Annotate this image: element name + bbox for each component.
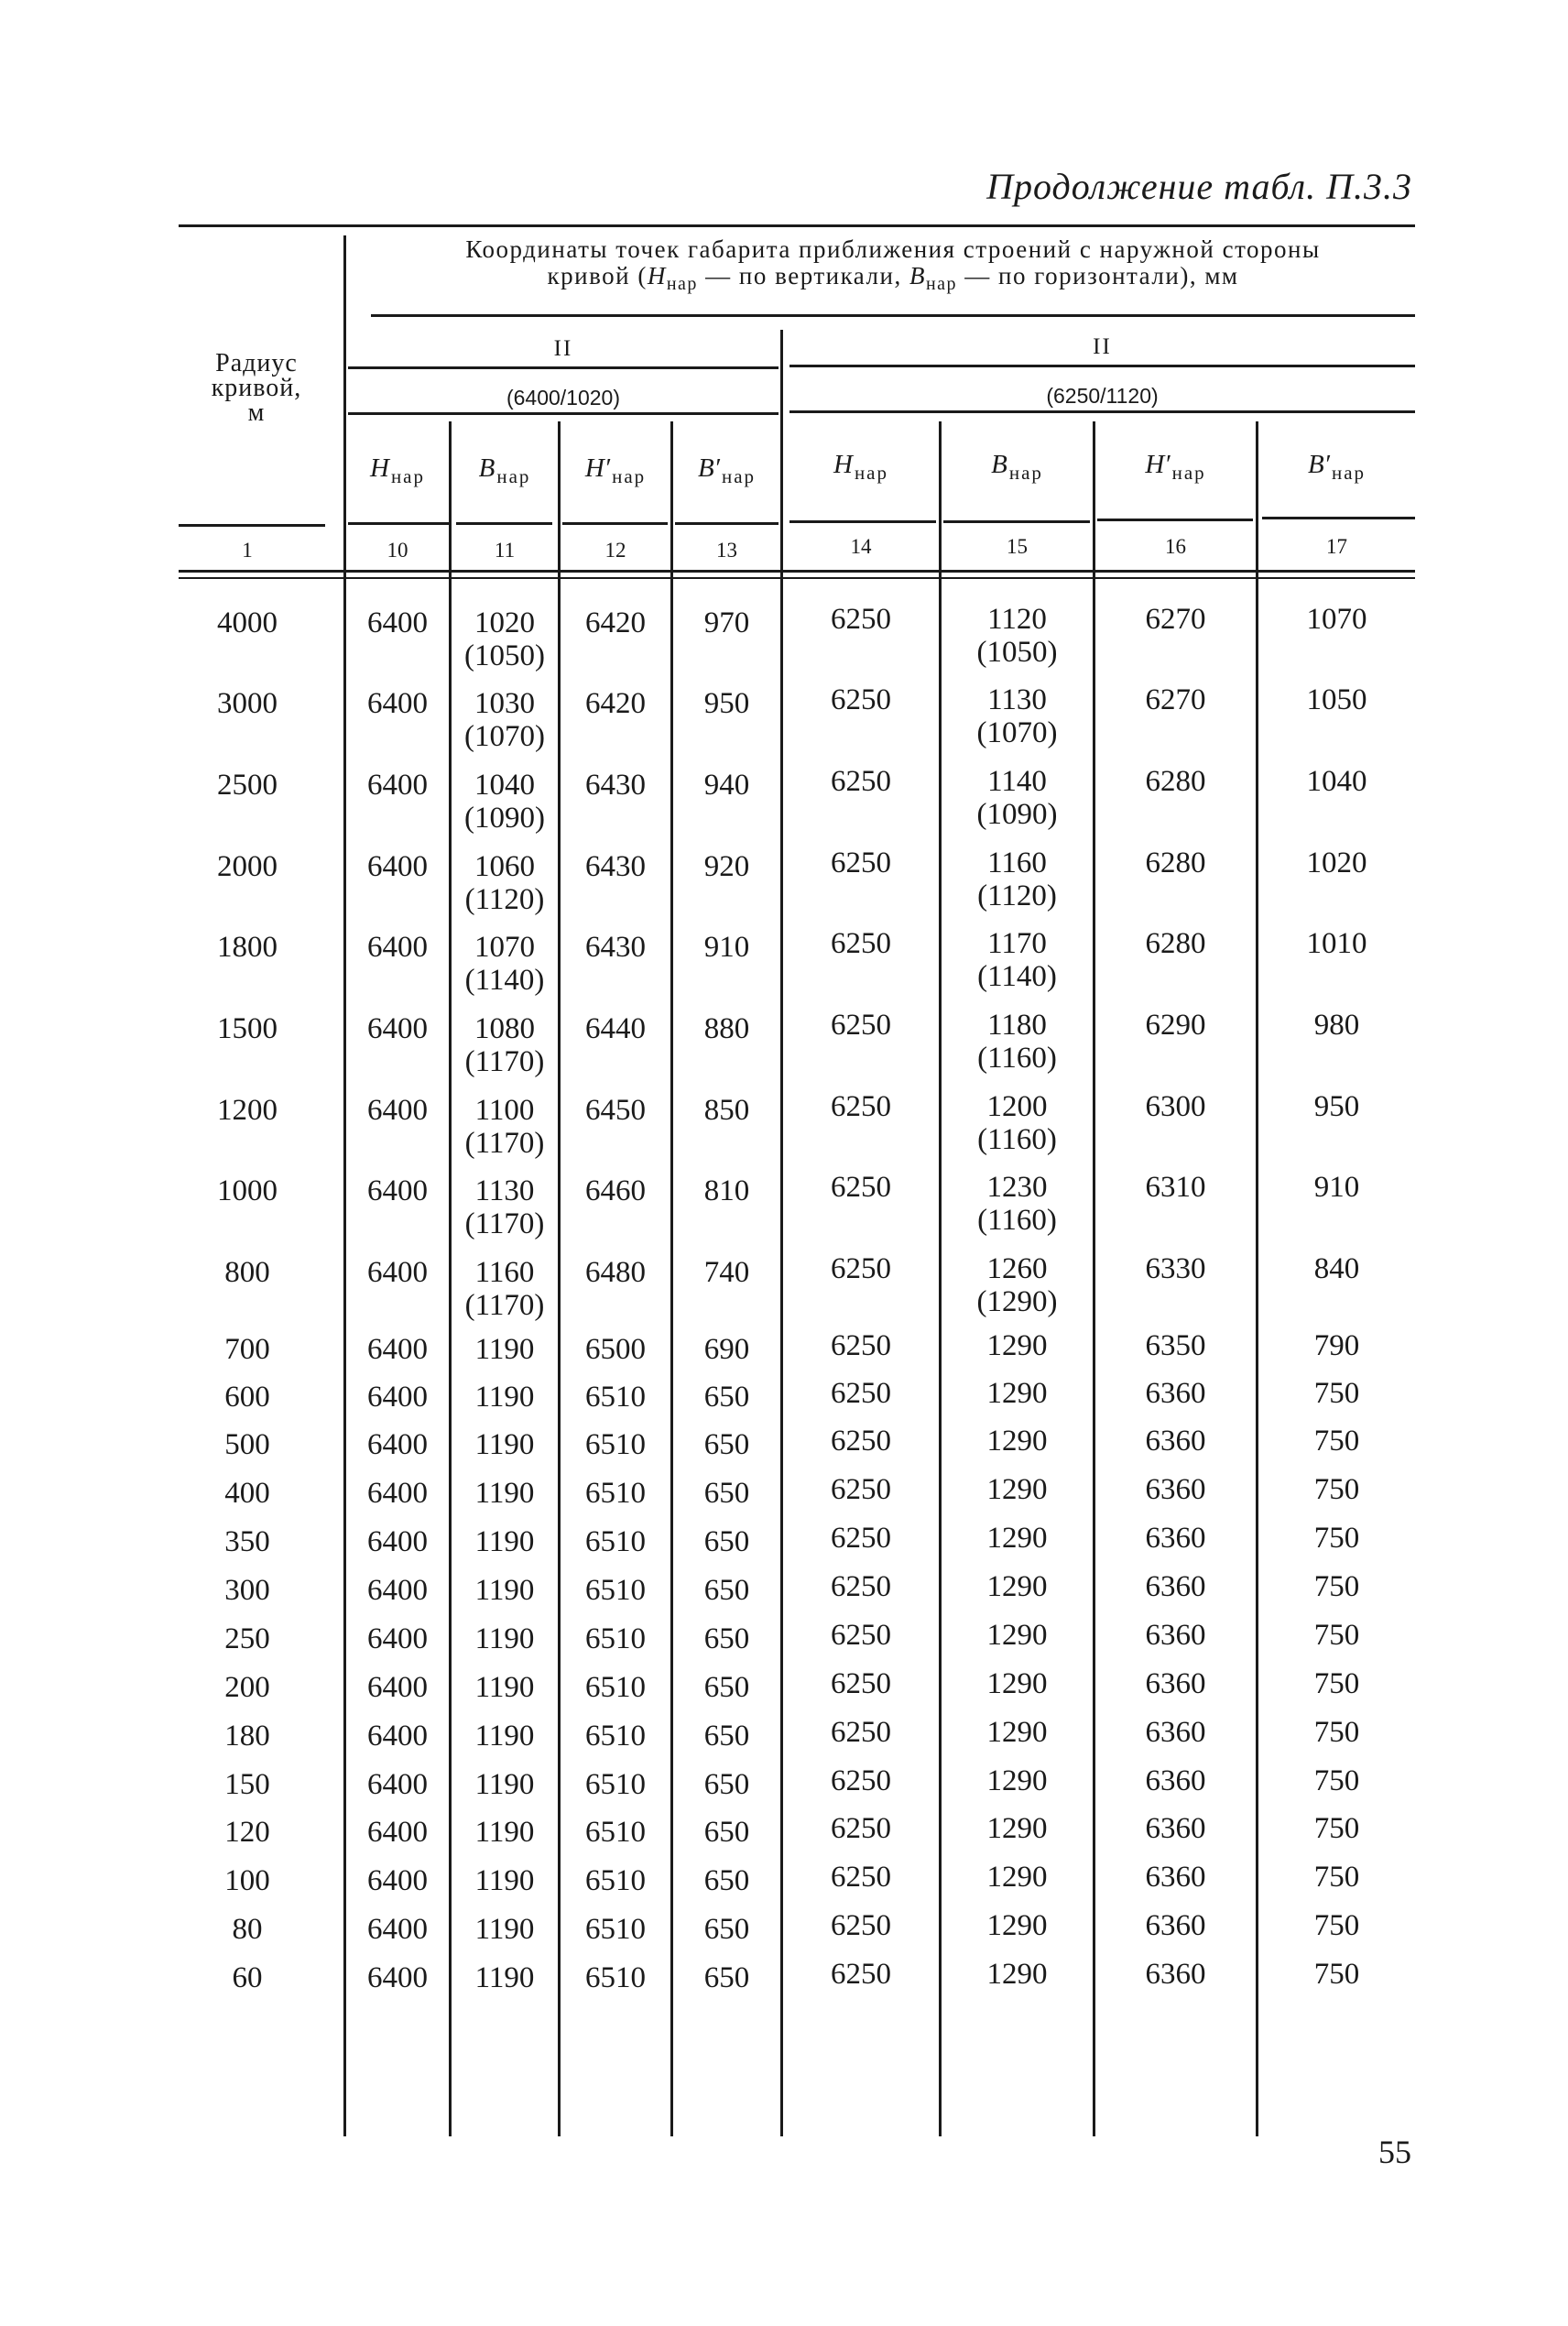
value-cell-col-15: 1170 (1140) [977,927,1057,993]
value-cell-col-14: 6250 [831,603,891,636]
value-cell-col-14: 6250 [831,846,891,879]
value-cell-col-16: 6360 [1145,1909,1206,1942]
radius-cell: 150 [224,1768,270,1801]
value-cell-col-15: 1130 (1070) [976,683,1058,749]
column-number-12: 12 [604,539,626,562]
value-cell-col-11: 1190 [474,1574,535,1607]
value-cell-col-17: 750 [1313,1812,1360,1845]
column-header-16: $H'_{нар}$ [1145,450,1206,484]
value-cell-col-11: 1160 (1170) [464,1256,545,1322]
value-cell-col-11: 1080 (1170) [464,1012,545,1078]
radius-cell: 180 [224,1720,270,1753]
value-cell-col-12: 6430 [585,931,646,964]
value-cell-col-16: 6300 [1145,1090,1206,1123]
value-cell-col-12: 6430 [585,769,646,802]
column-number-15: 15 [1007,535,1028,558]
value-cell-col-13: 970 [703,606,750,639]
value-cell-col-12: 6510 [585,1913,646,1946]
value-cell-col-11: 1020 (1050) [464,606,545,672]
value-cell-col-15: 1200 (1160) [977,1090,1057,1156]
table-continuation-caption: Продолжение табл. П.3.3 [986,166,1412,207]
value-cell-col-10: 6400 [367,1816,428,1849]
value-cell-col-12: 6440 [585,1012,646,1045]
value-cell-col-10: 6400 [367,1622,428,1655]
value-cell-col-15: 1290 [986,1667,1048,1700]
value-cell-col-16: 6330 [1145,1252,1206,1285]
value-cell-col-10: 6400 [367,1913,428,1946]
radius-cell: 120 [224,1816,270,1849]
value-cell-col-10: 6400 [367,1012,428,1045]
value-cell-col-15: 1290 [986,1473,1048,1506]
value-cell-col-16: 6280 [1145,927,1206,960]
header-line-1: Координаты точек габарита приближения строений с наружной стороны [465,235,1321,263]
value-cell-col-13: 650 [703,1961,750,1994]
value-cell-col-11: 1190 [474,1622,535,1655]
column-header-15: $B_{нар}$ [991,450,1043,484]
column-header-12: $H'_{нар}$ [584,453,647,487]
value-cell-col-13: 650 [703,1816,750,1849]
value-cell-col-12: 6510 [585,1574,646,1607]
value-cell-col-13: 650 [703,1622,750,1655]
value-cell-col-14: 6250 [831,1716,891,1749]
value-cell-col-16: 6360 [1145,1958,1206,1991]
value-cell-col-10: 6400 [367,1477,428,1510]
value-cell-col-16: 6360 [1145,1522,1206,1555]
value-cell-col-15: 1160 (1120) [977,846,1057,912]
value-cell-col-12: 6510 [585,1428,646,1461]
value-cell-col-10: 6400 [367,1094,428,1127]
value-cell-col-11: 1190 [474,1864,535,1897]
value-cell-col-12: 6450 [585,1094,646,1127]
value-cell-col-16: 6360 [1145,1619,1206,1652]
column-header-13: $B'_{нар}$ [697,453,757,487]
value-cell-col-12: 6500 [585,1333,646,1366]
value-cell-col-13: 810 [703,1174,750,1207]
value-cell-col-14: 6250 [831,1009,891,1042]
value-cell-col-16: 6270 [1145,603,1206,636]
value-cell-col-10: 6400 [367,1333,428,1366]
group-1-roman: II [553,336,573,361]
value-cell-col-14: 6250 [831,1667,891,1700]
radius-cell: 100 [224,1864,270,1897]
value-cell-col-17: 1070 [1306,603,1367,636]
value-cell-col-17: 750 [1313,1909,1360,1942]
column-number-17: 17 [1326,535,1347,558]
value-cell-col-15: 1180 (1160) [977,1009,1057,1075]
group-1-clearance: (6400/1020) [506,386,621,410]
value-cell-col-11: 1190 [474,1961,535,1994]
value-cell-col-17: 750 [1313,1522,1360,1555]
value-cell-col-17: 1020 [1306,846,1367,879]
value-cell-col-16: 6360 [1145,1716,1206,1749]
value-cell-col-14: 6250 [831,1252,891,1285]
value-cell-col-13: 910 [703,931,750,964]
value-cell-col-13: 650 [703,1574,750,1607]
value-cell-col-10: 6400 [367,1864,428,1897]
column-header-17: $B'_{нар}$ [1307,450,1367,484]
radius-cell: 800 [224,1256,270,1289]
value-cell-col-10: 6400 [367,1768,428,1801]
value-cell-col-13: 650 [703,1428,750,1461]
value-cell-col-11: 1190 [474,1477,535,1510]
radius-cell: 350 [224,1525,270,1558]
page-number: 55 [1378,2134,1411,2170]
value-cell-col-12: 6510 [585,1864,646,1897]
value-cell-col-17: 750 [1313,1425,1360,1458]
value-cell-col-17: 750 [1313,1619,1360,1652]
value-cell-col-16: 6360 [1145,1667,1206,1700]
value-cell-col-17: 750 [1313,1861,1360,1894]
value-cell-col-14: 6250 [831,1377,891,1410]
radius-cell: 1000 [217,1174,278,1207]
value-cell-col-15: 1290 [986,1958,1048,1991]
value-cell-col-15: 1230 (1160) [977,1171,1057,1237]
value-cell-col-10: 6400 [367,1381,428,1414]
value-cell-col-14: 6250 [831,1570,891,1603]
value-cell-col-10: 6400 [367,687,428,720]
value-cell-col-10: 6400 [367,1256,428,1289]
radius-cell: 1800 [217,931,278,964]
value-cell-col-16: 6360 [1145,1425,1206,1458]
value-cell-col-16: 6360 [1145,1764,1206,1797]
column-number-1: 1 [242,539,253,562]
radius-cell: 2500 [217,769,278,802]
value-cell-col-11: 1070 (1140) [464,931,545,997]
column-header-11: $B_{нар}$ [478,453,531,487]
value-cell-col-16: 6350 [1145,1329,1206,1362]
value-cell-col-10: 6400 [367,1525,428,1558]
value-cell-col-12: 6430 [585,850,646,883]
value-cell-col-17: 750 [1313,1473,1360,1506]
value-cell-col-11: 1190 [474,1768,535,1801]
value-cell-col-14: 6250 [831,1958,891,1991]
value-cell-col-14: 6250 [831,1764,891,1797]
value-cell-col-10: 6400 [367,1174,428,1207]
value-cell-col-15: 1290 [986,1329,1048,1362]
value-cell-col-15: 1290 [986,1764,1048,1797]
radius-cell: 2000 [217,850,278,883]
value-cell-col-15: 1290 [986,1425,1048,1458]
value-cell-col-10: 6400 [367,931,428,964]
value-cell-col-16: 6310 [1145,1171,1206,1204]
value-cell-col-15: 1290 [986,1570,1048,1603]
value-cell-col-15: 1290 [986,1522,1048,1555]
value-cell-col-10: 6400 [367,606,428,639]
value-cell-col-15: 1290 [986,1619,1048,1652]
value-cell-col-13: 650 [703,1671,750,1704]
value-cell-col-17: 790 [1313,1329,1360,1362]
radius-cell: 600 [224,1381,270,1414]
value-cell-col-11: 1190 [474,1671,535,1704]
value-cell-col-11: 1190 [474,1720,535,1753]
value-cell-col-12: 6510 [585,1381,646,1414]
radius-cell: 3000 [217,687,278,720]
radius-column-header: Радиус кривой, м [211,349,302,427]
value-cell-col-13: 740 [703,1256,750,1289]
value-cell-col-17: 750 [1313,1764,1360,1797]
value-cell-col-15: 1290 [986,1812,1048,1845]
value-cell-col-13: 690 [703,1333,750,1366]
value-cell-col-11: 1190 [474,1913,535,1946]
value-cell-col-11: 1130 (1170) [464,1174,545,1240]
value-cell-col-16: 6290 [1145,1009,1206,1042]
group-2-roman: II [1093,334,1112,359]
radius-cell: 1200 [217,1094,278,1127]
value-cell-col-11: 1040 (1090) [464,769,545,835]
radius-cell: 300 [224,1574,270,1607]
value-cell-col-13: 650 [703,1525,750,1558]
value-cell-col-12: 6420 [585,687,646,720]
value-cell-col-17: 950 [1313,1090,1360,1123]
radius-cell: 80 [232,1913,263,1946]
value-cell-col-17: 750 [1313,1377,1360,1410]
value-cell-col-11: 1190 [474,1333,535,1366]
value-cell-col-11: 1190 [474,1381,535,1414]
value-cell-col-11: 1190 [474,1525,535,1558]
value-cell-col-12: 6510 [585,1961,646,1994]
value-cell-col-12: 6510 [585,1525,646,1558]
value-cell-col-11: 1060 (1120) [464,850,545,916]
value-cell-col-17: 840 [1313,1252,1360,1285]
value-cell-col-14: 6250 [831,1425,891,1458]
value-cell-col-13: 650 [703,1913,750,1946]
value-cell-col-12: 6510 [585,1477,646,1510]
value-cell-col-14: 6250 [831,1812,891,1845]
value-cell-col-12: 6510 [585,1671,646,1704]
value-cell-col-14: 6250 [831,683,891,716]
value-cell-col-17: 980 [1313,1009,1360,1042]
value-cell-col-16: 6360 [1145,1812,1206,1845]
value-cell-col-13: 650 [703,1720,750,1753]
value-cell-col-15: 1290 [986,1909,1048,1942]
value-cell-col-14: 6250 [831,927,891,960]
value-cell-col-13: 880 [703,1012,750,1045]
radius-cell: 4000 [217,606,278,639]
column-number-16: 16 [1165,535,1186,558]
value-cell-col-14: 6250 [831,1909,891,1942]
value-cell-col-14: 6250 [831,1861,891,1894]
value-cell-col-13: 850 [703,1094,750,1127]
value-cell-col-12: 6510 [585,1720,646,1753]
value-cell-col-17: 1050 [1306,683,1367,716]
radius-cell: 500 [224,1428,270,1461]
value-cell-col-15: 1290 [986,1716,1048,1749]
value-cell-col-17: 750 [1313,1667,1360,1700]
value-cell-col-16: 6280 [1145,846,1206,879]
value-cell-col-16: 6360 [1145,1570,1206,1603]
header-line-2: кривой ($H_{нар}$ — по вертикали, $B_{нар}$ — по горизонтали), мм [547,262,1239,294]
value-cell-col-14: 6250 [831,1619,891,1652]
value-cell-col-15: 1140 (1090) [976,765,1058,831]
value-cell-col-13: 920 [703,850,750,883]
value-cell-col-14: 6250 [831,1171,891,1204]
value-cell-col-12: 6510 [585,1622,646,1655]
value-cell-col-12: 6460 [585,1174,646,1207]
value-cell-col-17: 1040 [1306,765,1367,798]
column-header-10: $H_{нар}$ [369,453,425,487]
value-cell-col-14: 6250 [831,1329,891,1362]
value-cell-col-11: 1190 [474,1428,535,1461]
value-cell-col-13: 650 [703,1477,750,1510]
value-cell-col-11: 1100 (1170) [464,1094,545,1160]
value-cell-col-15: 1290 [986,1377,1048,1410]
value-cell-col-13: 650 [703,1381,750,1414]
value-cell-col-16: 6270 [1145,683,1206,716]
value-cell-col-17: 910 [1313,1171,1360,1204]
column-number-14: 14 [850,535,872,558]
value-cell-col-16: 6360 [1145,1377,1206,1410]
column-number-13: 13 [716,539,737,562]
value-cell-col-13: 650 [703,1768,750,1801]
value-cell-col-15: 1290 [986,1861,1048,1894]
value-cell-col-16: 6280 [1145,765,1206,798]
value-cell-col-15: 1260 (1290) [976,1252,1058,1318]
value-cell-col-15: 1120 (1050) [976,603,1058,669]
value-cell-col-10: 6400 [367,1574,428,1607]
value-cell-col-17: 750 [1313,1570,1360,1603]
value-cell-col-17: 750 [1313,1716,1360,1749]
value-cell-col-10: 6400 [367,769,428,802]
radius-cell: 250 [224,1622,270,1655]
value-cell-col-12: 6510 [585,1768,646,1801]
value-cell-col-12: 6420 [585,606,646,639]
value-cell-col-10: 6400 [367,850,428,883]
column-number-11: 11 [494,539,516,562]
value-cell-col-14: 6250 [831,1090,891,1123]
value-cell-col-11: 1190 [474,1816,535,1849]
value-cell-col-10: 6400 [367,1961,428,1994]
value-cell-col-16: 6360 [1145,1473,1206,1506]
group-2-clearance: (6250/1120) [1046,384,1159,408]
value-cell-col-12: 6480 [585,1256,646,1289]
value-cell-col-13: 650 [703,1864,750,1897]
value-cell-col-17: 750 [1313,1958,1360,1991]
value-cell-col-16: 6360 [1145,1861,1206,1894]
value-cell-col-17: 1010 [1306,927,1367,960]
value-cell-col-12: 6510 [585,1816,646,1849]
radius-cell: 200 [224,1671,270,1704]
radius-cell: 400 [224,1477,270,1510]
value-cell-col-11: 1030 (1070) [464,687,545,753]
radius-cell: 60 [232,1961,263,1994]
value-cell-col-10: 6400 [367,1428,428,1461]
value-cell-col-14: 6250 [831,1522,891,1555]
radius-cell: 1500 [217,1012,278,1045]
value-cell-col-14: 6250 [831,765,891,798]
value-cell-col-13: 950 [703,687,750,720]
radius-cell: 700 [224,1333,270,1366]
value-cell-col-13: 940 [703,769,750,802]
table-main-header [371,236,1415,298]
column-number-10: 10 [387,539,408,562]
value-cell-col-10: 6400 [367,1720,428,1753]
column-header-14: $H_{нар}$ [833,450,888,484]
value-cell-col-14: 6250 [831,1473,891,1506]
value-cell-col-10: 6400 [367,1671,428,1704]
